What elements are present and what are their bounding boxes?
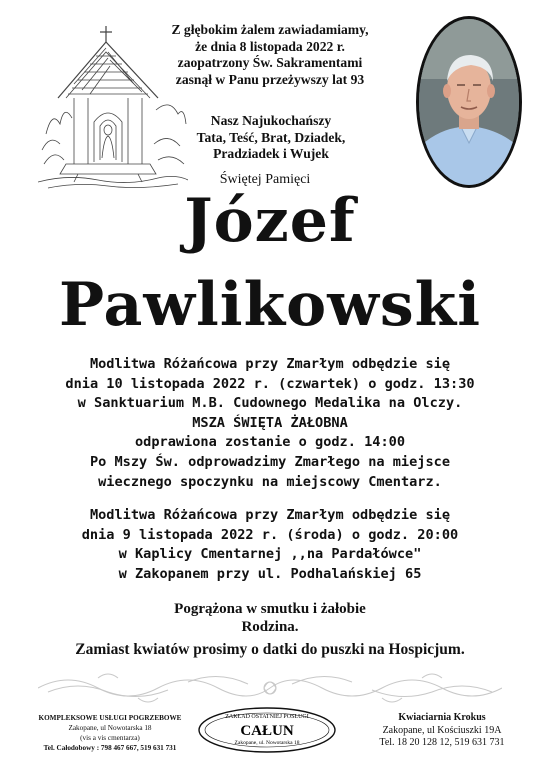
logo-name-text: CAŁUN	[240, 723, 294, 739]
announcement-line: że dnia 8 listopada 2022 r.	[195, 38, 345, 54]
announcement-line: zasnął w Panu przeżywszy lat 93	[175, 71, 365, 87]
ornament-band-icon	[38, 668, 502, 708]
memory-label: Świętej Pamięci	[219, 172, 311, 187]
florist-info	[352, 712, 532, 750]
family-line: Nasz Najukochańszy	[210, 113, 332, 128]
family-block	[168, 113, 374, 163]
announcement-line: Z głębokim żalem zawiadamiamy,	[171, 22, 369, 37]
ceremony-line: w Zakopanem przy ul. Podhalańskiej 65	[118, 565, 422, 582]
florist-phones: Tel. 18 20 128 12, 519 631 731	[379, 737, 505, 748]
florist-title: Kwiaciarnia Krokus	[398, 712, 486, 723]
mourners-line: Pogrążona w smutku i żałobie	[174, 601, 366, 617]
florist-address: Zakopane, ul Kościuszki 19A	[382, 724, 502, 736]
ceremony-rosary-mass-block	[0, 355, 540, 492]
funeral-services-note: (vis a vis cmentarza)	[80, 734, 140, 742]
ceremony-line: Po Mszy Św. odprowadzimy Zmarłego na miejsce	[89, 453, 451, 470]
ceremony-line: dnia 10 listopada 2022 r. (czwartek) o godz. 13:30	[65, 375, 475, 392]
portrait-icon	[419, 19, 519, 185]
calun-logo-icon	[192, 703, 342, 757]
funeral-services-info	[20, 713, 200, 753]
ceremony-line: wiecznego spoczynku na miejscowy Cmentarz.	[98, 473, 442, 490]
funeral-services-address: Zakopane, ul Nowotarska 18	[68, 724, 152, 732]
ceremony-line: dnia 9 listopada 2022 r. (środa) o godz. 20:00	[81, 526, 459, 543]
donation-request: Zamiast kwiatów prosimy o datki do puszki na Hospicjum.	[75, 641, 465, 658]
mourners-line: Rodzina.	[241, 619, 299, 635]
logo-top-text: ZAKŁAD OSTATNIEJ POSŁUGI	[225, 714, 309, 720]
portrait-photo	[416, 16, 522, 188]
ceremony-rosary-chapel-block	[0, 506, 540, 584]
ceremony-line: w Sanktuarium M.B. Cudownego Medalika na Olczy.	[77, 395, 463, 412]
ceremony-line: MSZA ŚWIĘTA ŻAŁOBNA	[192, 414, 348, 431]
announcement-block	[150, 22, 390, 88]
funeral-services-phones: Tel. Całodobowy : 798 467 667, 519 631 731	[43, 744, 177, 752]
ceremony-line: Modlitwa Różańcowa przy Zmarłym odbędzie się	[89, 507, 451, 523]
mourners-block	[0, 600, 540, 636]
family-line: Tata, Teść, Brat, Dziadek,	[196, 129, 346, 145]
ceremony-line: w Kaplicy Cmentarnej ,,na Pardałówce"	[118, 546, 422, 563]
ceremony-line: odprawiona zostanie o godz. 14:00	[134, 434, 406, 451]
deceased-last-name: Pawlikowski	[58, 270, 481, 340]
family-line: Pradziadek i Wujek	[213, 146, 329, 161]
deceased-first-name: Józef	[184, 186, 356, 256]
logo-bottom-text: Zakopane, ul. Nowotarska 18	[234, 740, 300, 746]
funeral-services-title: KOMPLEKSOWE USŁUGI POGRZEBOWE	[38, 714, 182, 722]
announcement-line: zaopatrzony Św. Sakramentami	[177, 55, 363, 70]
ceremony-line: Modlitwa Różańcowa przy Zmarłym odbędzie się	[89, 356, 451, 372]
